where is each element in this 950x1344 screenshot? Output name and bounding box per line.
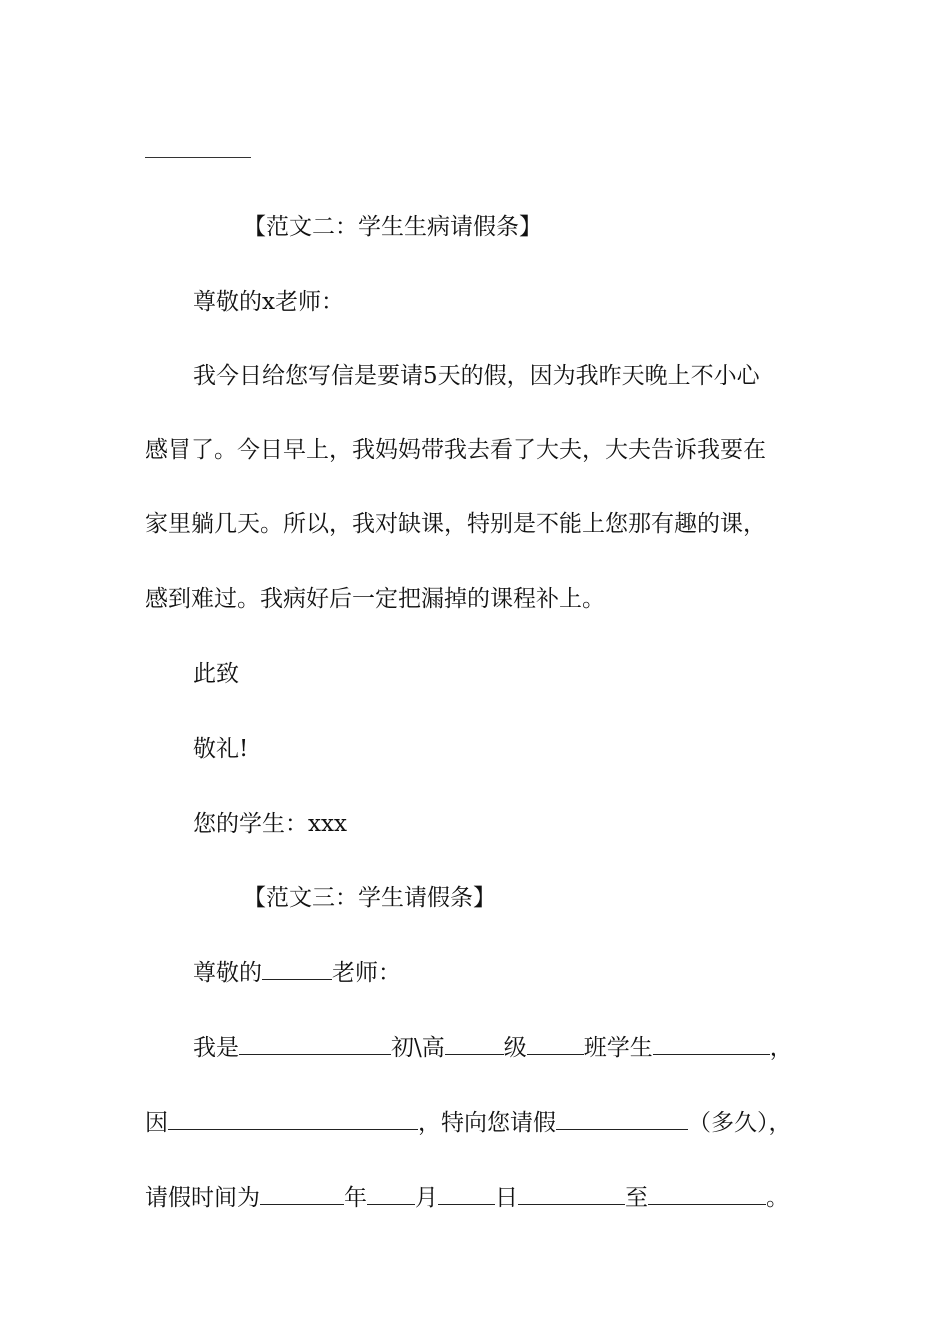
form-text: ，特向您请假: [418, 1110, 556, 1136]
form-text: 。: [766, 1185, 789, 1211]
heading-sample-2: 【范文二：学生生病请假条】: [243, 214, 542, 240]
blank-school[interactable]: [239, 1034, 391, 1055]
form-text: 年: [344, 1185, 367, 1211]
form-text: 老师：: [332, 960, 401, 986]
body-line-1: 我今日给您写信是要请5天的假，因为我昨天晚上不小心: [193, 363, 760, 389]
form-salutation: [193, 958, 401, 988]
form-text: 至: [625, 1185, 648, 1211]
form-text: 请假时间为: [145, 1185, 260, 1211]
blank-start[interactable]: [518, 1184, 625, 1205]
form-text: 班学生: [583, 1035, 653, 1061]
blank-student-name[interactable]: [653, 1034, 770, 1055]
form-line-3: [145, 1183, 789, 1213]
body-line-2: 感冒了。今日早上，我妈妈带我去看了大夫，大夫告诉我要在: [145, 437, 766, 463]
form-text: ，: [769, 1035, 793, 1061]
body-line-3: 家里躺几天。所以，我对缺课，特别是不能上您那有趣的课，: [145, 511, 766, 537]
body-line-4: 感到难过。我病好后一定把漏掉的课程补上。: [145, 586, 605, 612]
top-divider: [145, 157, 251, 158]
blank-end[interactable]: [648, 1184, 766, 1205]
form-text: 月: [415, 1185, 438, 1211]
blank-teacher[interactable]: [262, 959, 332, 980]
closing-cizhi: 此致: [193, 661, 239, 687]
blank-grade[interactable]: [445, 1034, 504, 1055]
blank-duration[interactable]: [556, 1109, 688, 1130]
heading-sample-3: 【范文三：学生请假条】: [243, 885, 496, 911]
blank-day[interactable]: [438, 1184, 495, 1205]
blank-class[interactable]: [527, 1034, 584, 1055]
form-text: 因: [145, 1110, 168, 1136]
signature: 您的学生：xxx: [193, 811, 347, 837]
form-text: 日: [495, 1185, 518, 1211]
blank-reason[interactable]: [168, 1109, 418, 1130]
blank-month[interactable]: [367, 1184, 415, 1205]
form-text: 我是: [193, 1035, 239, 1061]
salutation-sample-2: 尊敬的x老师：: [193, 289, 344, 315]
closing-jingli: 敬礼!: [193, 736, 249, 762]
form-line-1: [193, 1033, 793, 1063]
form-text: （多久），: [688, 1110, 792, 1136]
form-line-2: [145, 1108, 792, 1138]
form-text: 初\高: [391, 1035, 445, 1061]
blank-year[interactable]: [260, 1184, 344, 1205]
form-text: 尊敬的: [193, 960, 262, 986]
form-text: 级: [503, 1035, 527, 1061]
